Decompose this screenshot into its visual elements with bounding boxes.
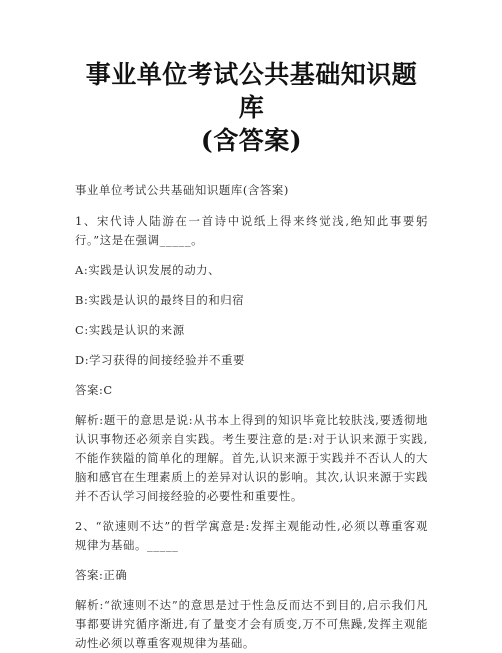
question-1-answer: 答案:C [75,383,113,397]
question-1-option-b: B:实践是认识的最终目的和归宿 [75,293,245,307]
question-1-option-a: A:实践是认识发展的动力、 [75,263,221,277]
question-1-explanation: 解析:题干的意思是说:从书本上得到的知识毕竟比较肤浅,要透彻地认识事物还必须亲自实践。考生要注意的是:对于认识来源于实践,不能作狭隘的简单化的理解。首先,认识来源于实践并不否认人的大脑和感官在生理素质上的差异对认识的影响。其次,认识来源于实践并不否认学习间接经验的必要性和重要性。 [75,413,428,503]
question-2-answer: 答案:正确 [75,568,128,582]
document-subtitle: 事业单位考试公共基础知识题库(含答案) [75,183,289,197]
document-title [75,0,428,157]
question-1-option-d: D:学习获得的间接经验并不重要 [75,353,246,367]
document-title-line-2: (含答案) [200,126,303,155]
question-2-explanation: 解析:“欲速则不达”的意思是过于性急反而达不到目的,启示我们凡事都要讲究循序渐进,有了量变才会有质变,万不可焦躁,发挥主观能动性必须以尊重客观规律为基础。 [75,598,428,650]
document-body [75,181,428,653]
question-1-option-c: C:实践是认识的来源 [75,323,185,337]
document-title-line-1: 事业单位考试公共基础知识题库 [85,60,418,122]
question-2-text: 2、“欲速则不达”的哲学寓意是:发挥主观能动性,必须以尊重客观规律为基础。_____ [75,519,428,552]
question-1-text: 1、宋代诗人陆游在一首诗中说纸上得来终觉浅,绝知此事要躬行。”这是在强调_____。 [75,214,428,247]
